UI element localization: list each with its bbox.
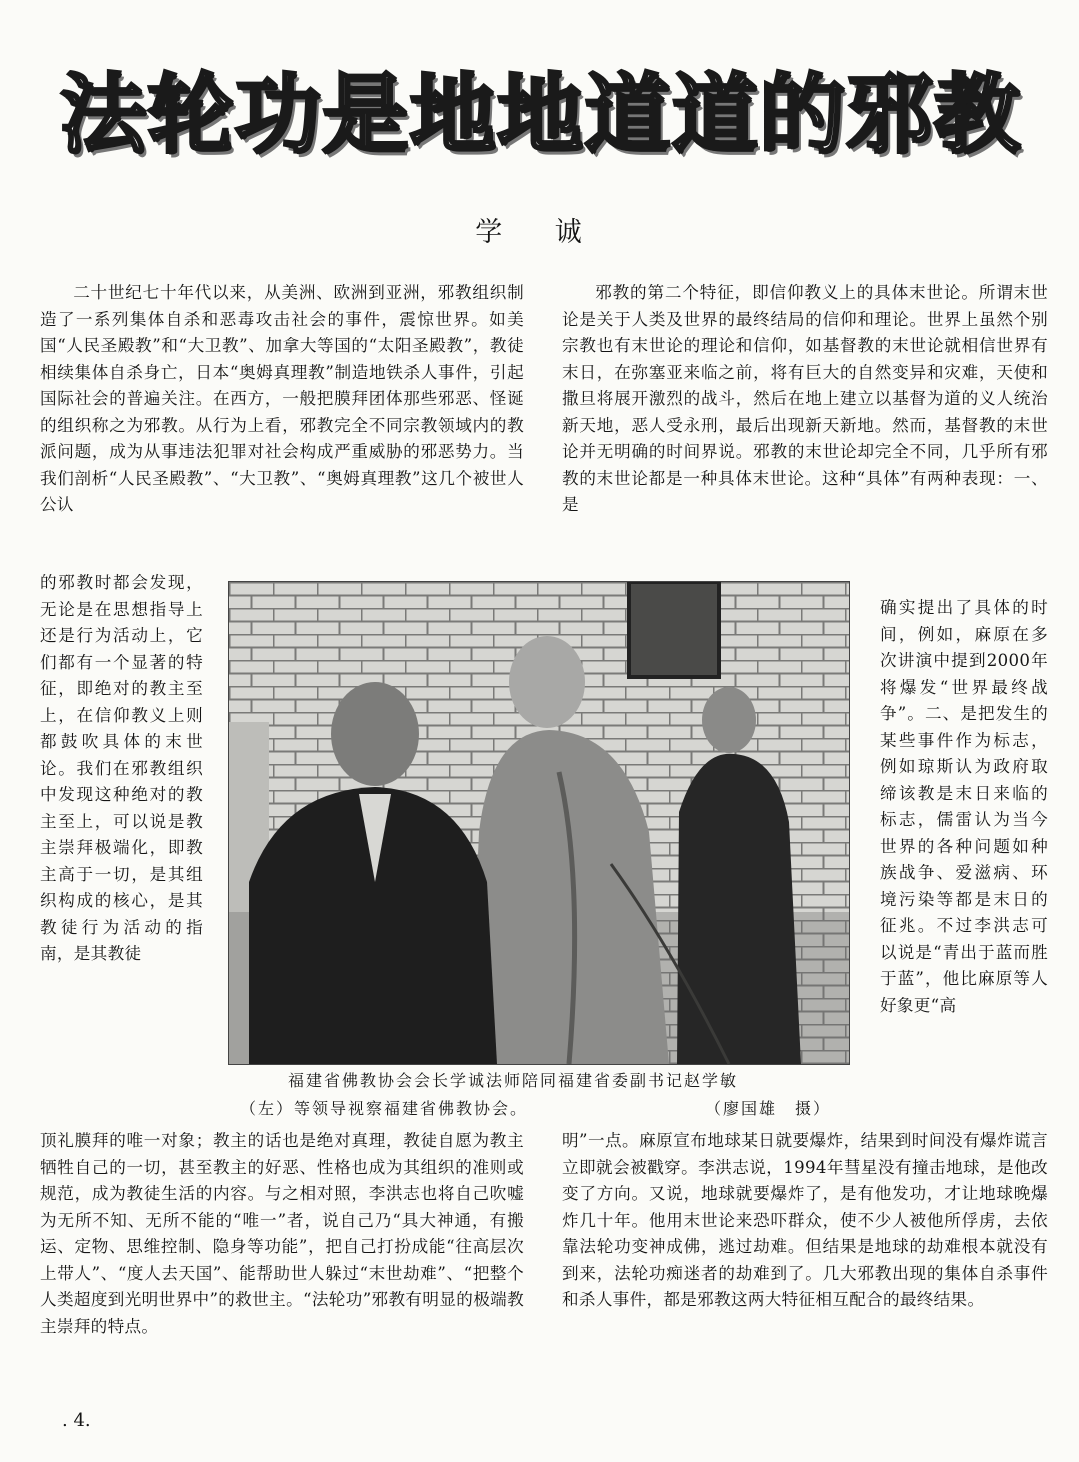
title-char: 的 bbox=[759, 65, 846, 165]
right-paragraph-bottom: 明”一点。麻原宣布地球某日就要爆炸，结果到时间没有爆炸谎言立即就会被戳穿。李洪志说，1994年彗星没有撞击地球，是他改变了方向。又说，地球就要爆炸了，是有他发功，才让地球晚爆炸几十年。他用末世论来恐吓群众，使不少人被他所俘虏，去依靠法轮功变神成佛，逃过劫难。但结果是地球的劫难根本就没有到来，法轮功痴迷者的劫难到了。几大邪教出现的集体自杀事件和杀人事件，都是邪教这两大特征相互配合的最终结果。 bbox=[562, 1131, 1048, 1309]
title-char: 法 bbox=[60, 65, 146, 165]
title-char: 道 bbox=[584, 65, 671, 165]
article-photo bbox=[228, 581, 850, 1065]
title-char: 地 bbox=[496, 65, 583, 165]
right-paragraph-top: 邪教的第二个特征，即信仰教义上的具体末世论。所谓末世论是关于人类及世界的最终结局的信仰和理论。世界上虽然个别宗教也有末世论的理论和信仰，如基督教的末世论就相信世界有末日，在弥塞亚来临之前，将有巨大的自然变异和灾难，天使和撒旦将展开激烈的战斗，然后在地上建立以基督为道的义人统治新天地，恶人受永刑，最后出现新天新地。然而，基督教的末世论并无明确的时间界说。邪教的末世论却完全不同，几乎所有邪教的末世论都是一种具体末世论。这种“具体”有两种表现：一、是 bbox=[562, 283, 1048, 514]
title-char: 地 bbox=[409, 65, 496, 165]
page-number: . 4. bbox=[62, 1410, 91, 1431]
right-paragraph-narrow: 确实提出了具体的时间，例如，麻原在多次讲演中提到2000年将爆发“世界最终战争”。二、是把发生的某些事件作为标志，例如琼斯认为政府取缔该教是末日来临的标志，儒雷认为当今世界的各种问题如种族战争、爱滋病、环境污染等都是末日的征兆。不过李洪志可以说是“青出于蓝而胜于蓝”，他比麻原等人好象更“高 bbox=[880, 598, 1048, 1015]
title-char: 功 bbox=[234, 65, 321, 165]
title-char: 是 bbox=[322, 65, 409, 165]
title-char: 教 bbox=[933, 65, 1020, 165]
title-char: 道 bbox=[671, 65, 758, 165]
photo-caption-line2: （左）等领导视察福建省佛教协会。 bbox=[240, 1099, 529, 1118]
left-paragraph-narrow: 的邪教时都会发现，无论是在思想指导上还是行为活动上，它们都有一个显著的特征，即绝对的教主至上，在信仰教义上则都鼓吹具体的末世论。我们在邪教组织中发现这种绝对的教主至上，可以说是教主崇拜极端化，即教主高于一切，是其组织构成的核心，是其教徒行为活动的指南，是其教徒 bbox=[40, 573, 203, 963]
left-paragraph-bottom: 顶礼膜拜的唯一对象；教主的话也是绝对真理，教徒自愿为教主牺牲自己的一切，甚至教主的好恶、性格也成为其组织的准则或规范，成为教徒生活的内容。与之相对照，李洪志也将自己吹嘘为无所不知、无所不能的“唯一”者，说自己乃“具大神通，有搬运、定物、思维控制、隐身等功能”，把自己打扮成能“往高层次上带人”、“度人去天国”、能帮助世人躲过“末世劫难”、“把整个人类超度到光明世界中”的救世主。“法轮功”邪教有明显的极端教主崇拜的特点。 bbox=[40, 1131, 524, 1336]
photo-caption-line1: 福建省佛教协会会长学诚法师陪同福建省委副书记赵学敏 bbox=[288, 1071, 739, 1090]
photo-credit: （廖国雄 摄） bbox=[705, 1099, 832, 1118]
title-char: 轮 bbox=[147, 65, 234, 165]
article-title bbox=[60, 60, 1020, 170]
left-paragraph-top: 二十世纪七十年代以来，从美洲、欧洲到亚洲，邪教组织制造了一系列集体自杀和恶毒攻击社会的事件，震惊世界。如美国“人民圣殿教”和“大卫教”、加拿大等国的“太阳圣殿教”，教徒相续集体自杀身亡，日本“奥姆真理教”制造地铁杀人事件，引起国际社会的普遍关注。在西方，一般把膜拜团体那些邪恶、怪诞的组织称之为邪教。从行为上看，邪教完全不同宗教领域内的教派问题，成为从事违法犯罪对社会构成严重威胁的邪恶势力。当我们剖析“人民圣殿教”、“大卫教”、“奥姆真理教”这几个被世人公认 bbox=[40, 283, 524, 514]
title-char: 邪 bbox=[846, 65, 933, 165]
author-name: 学 诚 bbox=[475, 217, 604, 248]
